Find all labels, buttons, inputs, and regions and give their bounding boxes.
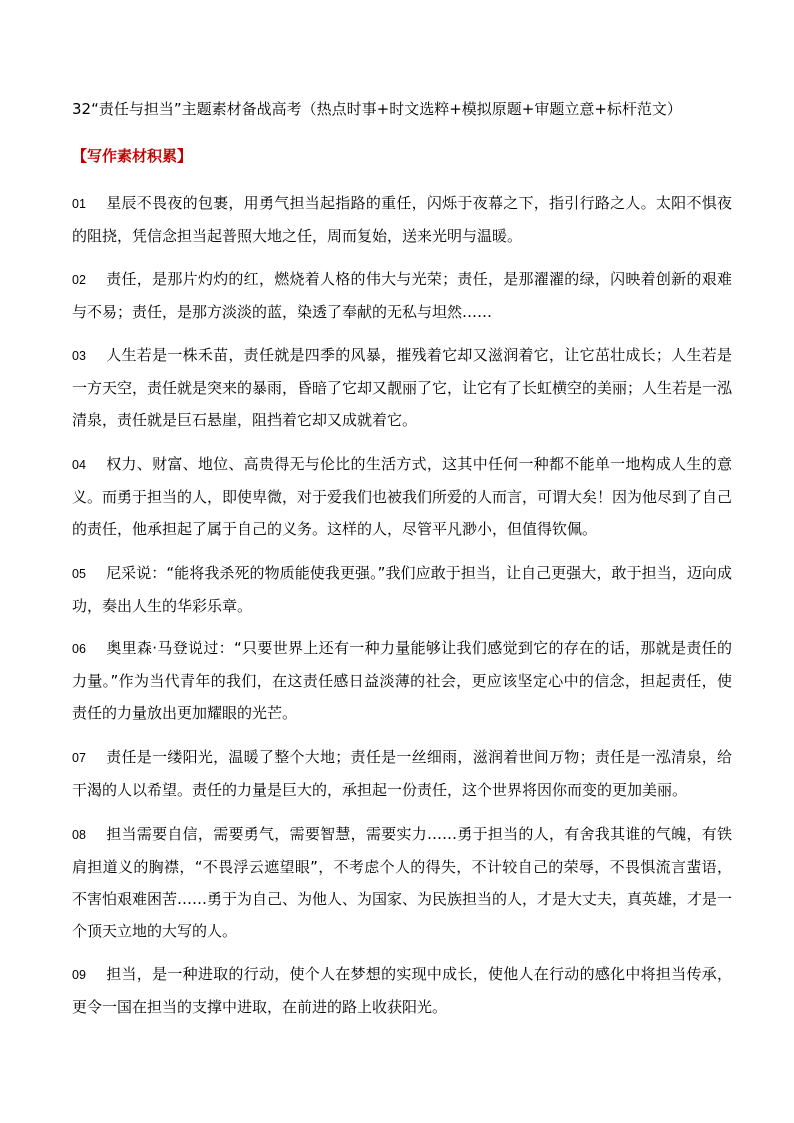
paragraph-09 <box>72 958 732 1023</box>
paragraph-08 <box>72 818 732 947</box>
section-heading: 【写作素材积累】 <box>72 147 193 165</box>
paragraph-text: 担当，是一种进取的行动，使个人在梦想的实现中成长，使他人在行动的感化中将担当传承，更令一国在担当的支撑中进取，在前进的路上收获阳光。 <box>72 965 732 1016</box>
paragraph-text: 奥里森·马登说过：“只要世界上还有一种力量能够让我们感觉到它的存在的话，那就是责任的力量。”作为当代青年的我们，在这责任感日益淡薄的社会，更应该坚定心中的信念，担起责任，使责任的力量放出更加耀眼的光芒。 <box>72 639 732 722</box>
paragraph-01 <box>72 187 732 252</box>
paragraph-number: 06 <box>72 642 86 656</box>
paragraph-number: 07 <box>72 751 86 765</box>
paragraph-text: 责任是一缕阳光，温暖了整个大地；责任是一丝细雨，滋润着世间万物；责任是一泓清泉，给干渴的人以希望。责任的力量是巨大的，承担起一份责任，这个世界将因你而变的更加美丽。 <box>72 748 732 799</box>
paragraph-03 <box>72 339 732 436</box>
paragraph-number: 09 <box>72 968 86 982</box>
paragraph-text: 责任，是那片灼灼的红，燃烧着人格的伟大与光荣；责任，是那濯濯的绿，闪映着创新的艰难与不易；责任，是那方淡淡的蓝，染透了奉献的无私与坦然…… <box>72 270 732 321</box>
paragraph-text: 尼采说：“能将我杀死的物质能使我更强。”我们应敢于担当，让自己更强大，敢于担当，迈向成功，奏出人生的华彩乐章。 <box>72 564 732 615</box>
document-title: 32“责任与担当”主题素材备战高考（热点时事+时文选粹+模拟原题+审题立意+标杆范文） <box>72 100 682 118</box>
paragraph-text: 担当需要自信，需要勇气，需要智慧，需要实力……勇于担当的人，有舍我其谁的气魄，有铁肩担道义的胸襟，“不畏浮云遮望眼”，不考虑个人的得失，不计较自己的荣辱，不畏惧流言蜚语，不害怕艰难困苦……勇于为自己、为他人、为国家、为民族担当的人，才是大丈夫，真英雄，才是一个顶天立地的大写的人。 <box>72 825 733 940</box>
paragraph-text: 人生若是一株禾苗，责任就是四季的风暴，摧残着它却又滋润着它，让它茁壮成长；人生若是一方天空，责任就是突来的暴雨，昏暗了它却又靓丽了它，让它有了长虹横空的美丽；人生若是一泓清泉，责任就是巨石悬崖，阻挡着它却又成就着它。 <box>72 346 733 429</box>
paragraph-number: 01 <box>72 197 86 211</box>
paragraph-07 <box>72 741 732 806</box>
paragraph-number: 05 <box>72 567 86 581</box>
paragraph-06 <box>72 632 732 729</box>
paragraph-text: 权力、财富、地位、高贵得无与伦比的生活方式，这其中任何一种都不能单一地构成人生的意义。而勇于担当的人，即使卑微，对于爱我们也被我们所爱的人而言，可谓大矣！因为他尽到了自己的责任，他承担起了属于自己的义务。这样的人，尽管平凡渺小，但值得钦佩。 <box>72 455 733 538</box>
paragraph-number: 08 <box>72 828 86 842</box>
paragraph-text: 星辰不畏夜的包裹，用勇气担当起指路的重任，闪烁于夜幕之下，指引行路之人。太阳不惧夜的阻挠，凭信念担当起普照大地之任，周而复始，送来光明与温暖。 <box>72 194 732 245</box>
paragraph-05 <box>72 557 732 622</box>
paragraph-number: 02 <box>72 273 86 287</box>
paragraph-number: 04 <box>72 458 86 472</box>
paragraph-02 <box>72 263 732 328</box>
paragraph-number: 03 <box>72 349 86 363</box>
paragraph-04 <box>72 448 732 545</box>
